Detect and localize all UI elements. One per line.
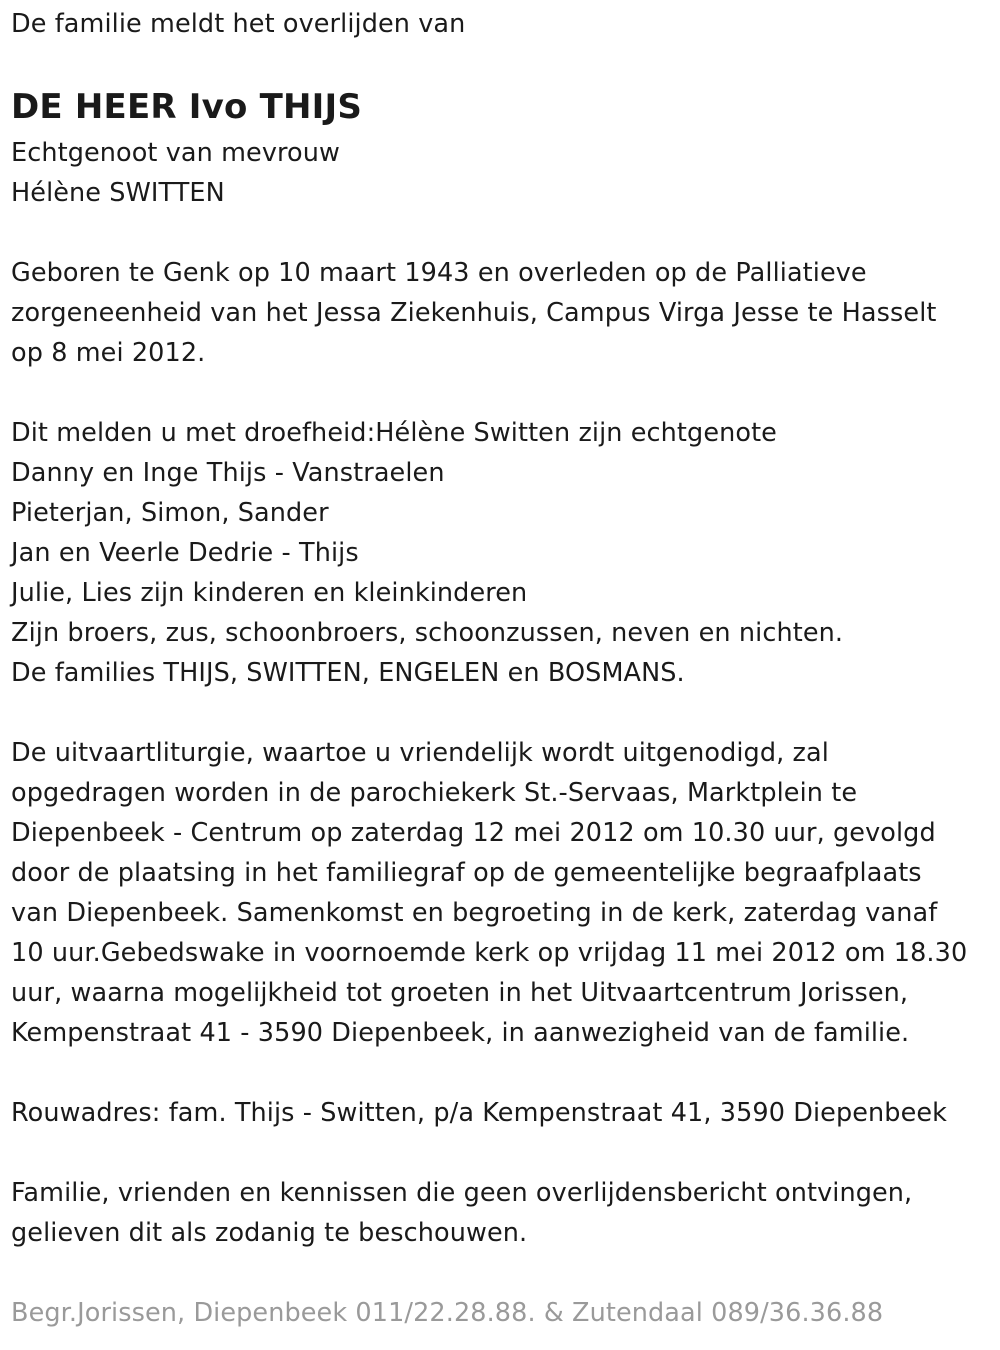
deceased-name: DE HEER Ivo THIJS xyxy=(11,87,363,127)
mourning-address: Rouwadres: fam. Thijs - Switten, p/a Kempenstraat 41, 3590 Diepenbeek xyxy=(11,1098,948,1128)
funeral-line: Diepenbeek - Centrum op zaterdag 12 mei 2012 om 10.30 uur, gevolgd xyxy=(11,818,936,848)
funeral-line: uur, waarna mogelijkheid tot groeten in het Uitvaartcentrum Jorissen, xyxy=(11,978,909,1008)
funeral-line: opgedragen worden in de parochiekerk St.-Servaas, Marktplein te xyxy=(11,778,858,808)
family-line: Dit melden u met droefheid:Hélène Switten zijn echtgenote xyxy=(11,418,777,448)
notice-line: Familie, vrienden en kennissen die geen overlijdensbericht ontvingen, xyxy=(11,1178,913,1208)
birth-death-line: op 8 mei 2012. xyxy=(11,338,206,368)
family-line: Jan en Veerle Dedrie - Thijs xyxy=(11,538,359,568)
notice-line: gelieven dit als zodanig te beschouwen. xyxy=(11,1218,528,1248)
funeral-home-footer: Begr.Jorissen, Diepenbeek 011/22.28.88. & Zutendaal 089/36.36.88 xyxy=(11,1298,884,1328)
intro-text: De familie meldt het overlijden van xyxy=(11,9,466,39)
funeral-line: De uitvaartliturgie, waartoe u vriendelijk wordt uitgenodigd, zal xyxy=(11,738,829,768)
family-line: Zijn broers, zus, schoonbroers, schoonzussen, neven en nichten. xyxy=(11,618,844,648)
family-line: De families THIJS, SWITTEN, ENGELEN en BOSMANS. xyxy=(11,658,685,688)
funeral-line: 10 uur.Gebedswake in voornoemde kerk op vrijdag 11 mei 2012 om 18.30 xyxy=(11,938,968,968)
funeral-line: door de plaatsing in het familiegraf op de gemeentelijke begraafplaats xyxy=(11,858,922,888)
birth-death-line: zorgeneenheid van het Jessa Ziekenhuis, Campus Virga Jesse te Hasselt xyxy=(11,298,937,328)
funeral-line: Kempenstraat 41 - 3590 Diepenbeek, in aanwezigheid van de familie. xyxy=(11,1018,910,1048)
family-line: Julie, Lies zijn kinderen en kleinkinderen xyxy=(11,578,528,608)
spouse-line: Echtgenoot van mevrouw xyxy=(11,138,340,168)
family-line: Pieterjan, Simon, Sander xyxy=(11,498,329,528)
spouse-line: Hélène SWITTEN xyxy=(11,178,225,208)
birth-death-line: Geboren te Genk op 10 maart 1943 en overleden op de Palliatieve xyxy=(11,258,867,288)
funeral-line: van Diepenbeek. Samenkomst en begroeting in de kerk, zaterdag vanaf xyxy=(11,898,938,928)
family-line: Danny en Inge Thijs - Vanstraelen xyxy=(11,458,445,488)
